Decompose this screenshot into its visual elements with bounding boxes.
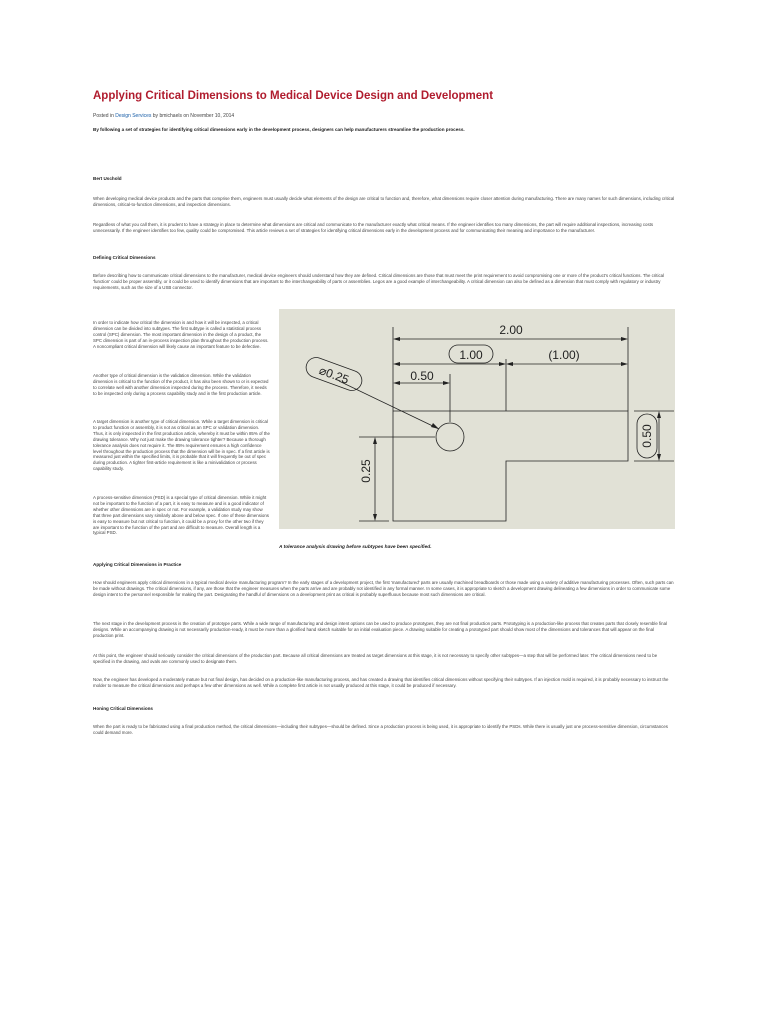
label-1-00-ref: (1.00) xyxy=(548,348,580,362)
author-name: Bert Uschold xyxy=(93,176,122,181)
article-title: Applying Critical Dimensions to Medical Device Design and Development xyxy=(93,90,494,102)
leader-line xyxy=(339,381,439,429)
defining-paragraph: Before describing how to communicate critical dimensions to the manufacturer, medical device engineers should understand how they are defined. Critical dimensions are those that must meet the print requirement to avoid compromising one or more of the product's critical functions. The critical 'function' could be proper assembly, or it could be used to identify dimensions that are important to the interchangeability of parts or assemblies. Legos are a good example of interchangeability. A critical dimension can also be defined as a dimension that must comply with regulatory or industry requirements, such as the size of a USB connector. xyxy=(93,273,665,291)
label-0-25-v: 0.25 xyxy=(359,459,373,483)
section-heading-honing: Honing Critical Dimensions xyxy=(93,706,153,711)
tolerance-drawing-figure xyxy=(279,309,675,529)
section-heading-applying: Applying Critical Dimensions in Practice xyxy=(93,562,182,567)
tolerance-drawing xyxy=(279,309,675,529)
category-link[interactable]: Design Services xyxy=(115,113,152,119)
section-heading-defining: Defining Critical Dimensions xyxy=(93,255,156,260)
honing-paragraph: When the part is ready to be fabricated using a final production method, the critical dimensions—including their subtypes—should be defined. Since a production process is being used, it is appropriate to identify the PSDs. While there is usually just one process-sensitive dimension, circumstances could demand more. xyxy=(93,724,668,736)
hole-circle xyxy=(436,423,464,451)
column-paragraph-1: In order to indicate how critical the dimension is and how it will be inspected, a critical dimension can be divided into subtypes. The first subtype is called a statistical process control (SPC) dimension. The most important dimension in the design of a product, the SPC dimension is part of an in-process inspection plan throughout the production process. A noncompliant critical dimension will likely cause an important feature to be defective. xyxy=(93,320,269,349)
arrowheads xyxy=(373,337,661,521)
applying-paragraph-4: Now, the engineer has developed a moderately mature but not final design, has decided on a production-like manufacturing process, and has created a drawing that identifies critical dimensions without specifying their subtypes. If an injection mold is required, it is probably necessary to instruct the molder to measure the critical dimensions and perhaps a few other dimensions as well. While a complete first article is not usually produced at this stage, it could be produced if necessary. xyxy=(93,677,669,689)
intro-paragraph-2: Regardless of what you call them, it is prudent to have a strategy in place to determine what dimensions are critical and communicate to the manufacturer exactly what critical means. If the engineer identifies too many dimensions, the part will require additional inspections, increasing costs unnecessarily. If the engineer identifies too few, quality could be compromised. This article reviews a set of strategies for identifying critical dimensions early in the development process and for communicating their meaning and importance to the manufacturer. xyxy=(93,222,654,234)
label-1-00: 1.00 xyxy=(459,348,483,362)
applying-paragraph-2: The next stage in the development process is the creation of prototype parts. While a wide range of manufacturing and design intent options can be used to produce prototypes, they are not final production parts. Prototyping is a production-like process that creates parts that closely resemble final designs. While an accompanying drawing is not necessarily production-ready, it must be more than a glorified hand sketch suitable for an initial evaluation piece. A drawing suitable for creating a prototyped part should show most of the dimensions and tolerances that will appear on the final production print. xyxy=(93,621,668,639)
part-outline xyxy=(393,411,628,521)
label-0-50-v: 0.50 xyxy=(640,424,654,448)
label-2-00: 2.00 xyxy=(499,323,523,337)
posted-suffix: by bmichaels on November 10, 2014 xyxy=(152,113,235,119)
figure-caption: A tolerance analysis drawing before subtypes have been specified. xyxy=(279,545,432,550)
label-0-50-h: 0.50 xyxy=(410,369,434,383)
posted-prefix: Posted in xyxy=(93,113,114,119)
label-diameter-0-25: ⌀0.25 xyxy=(317,363,351,387)
column-paragraph-2: Another type of critical dimension is the validation dimension. While the validation dimension is critical to the function of the product, it has also been shown to or is expected to correlate well with another dimension inspected during the process. Therefore, it needs to be inspected only during a process capability study and in the first production article. xyxy=(93,373,269,396)
post-meta xyxy=(93,113,234,119)
column-paragraph-3: A target dimension is another type of critical dimension. While a target dimension is critical to product function or assembly, it is not as critical as an SPC or validation dimension. Thus, it is only inspected in the first production article, whereby it must be within 85% of the drawing tolerance. Why not just make the drawing tolerance tighter? Because a thorough tolerance analysis does not require it. The 85% requirement ensures a high confidence level throughout the production process that the dimension will be in spec. If a first article is measured just within the specified limits, it is probable that it will frequently be out of spec during production. A tighter first-article requirement is like a minivalidation or process capability study. xyxy=(93,419,270,472)
applying-paragraph-1: How should engineers apply critical dimensions in a typical medical device manufacturing program? In the early stages of a development project, the first 'manufactured' parts are usually machined breadboards or those made using a variety of additive manufacturing processes. Often, such parts can be made without drawings. The critical dimensions, if any, are those that the engineer measures when the parts arrive and are probably not identified in any formal manner. In some cases, it is appropriate to sketch a development drawing delineating a few dimensions in order to communicate some design intent to the personnel responsible for making the part. Designating the handful of dimensions on a development print as critical is probably superfluous because most such dimensions are critical. xyxy=(93,580,674,598)
column-paragraph-4: A process-sensitive dimension (PSD) is a special type of critical dimension. While it might not be important to the function of a part, it is easy to measure and is a good indicator of whether other dimensions are in spec or not. For example, a validation study may show that three part dimensions vary similarly above and below spec. If one of these dimensions is easy to measure but not critical to function, it could be a proxy for the other two if they are important to the function of the part and are difficult to measure. Overall length is a typical PSD. xyxy=(93,495,269,536)
applying-paragraph-3: At this point, the engineer should seriously consider the critical dimensions of the production part. Because all critical dimensions are treated as target dimensions at this stage, it is not necessary to specify other subtypes—a step that will be performed later. The critical dimensions need to be specified in the drawing, and ovals are commonly used to designate them. xyxy=(93,653,658,665)
intro-paragraph-1: When developing medical device products and the parts that comprise them, engineers must usually decide what elements of the design are critical to function and, therefore, what dimensions require closer attention during manufacturing. There are many names for such dimensions, including critical dimensions, critical-to-function dimensions, and inspection dimensions. xyxy=(93,196,675,208)
article-lead: By following a set of strategies for identifying critical dimensions early in the development process, designers can help manufacturers streamline the production process. xyxy=(93,127,465,132)
